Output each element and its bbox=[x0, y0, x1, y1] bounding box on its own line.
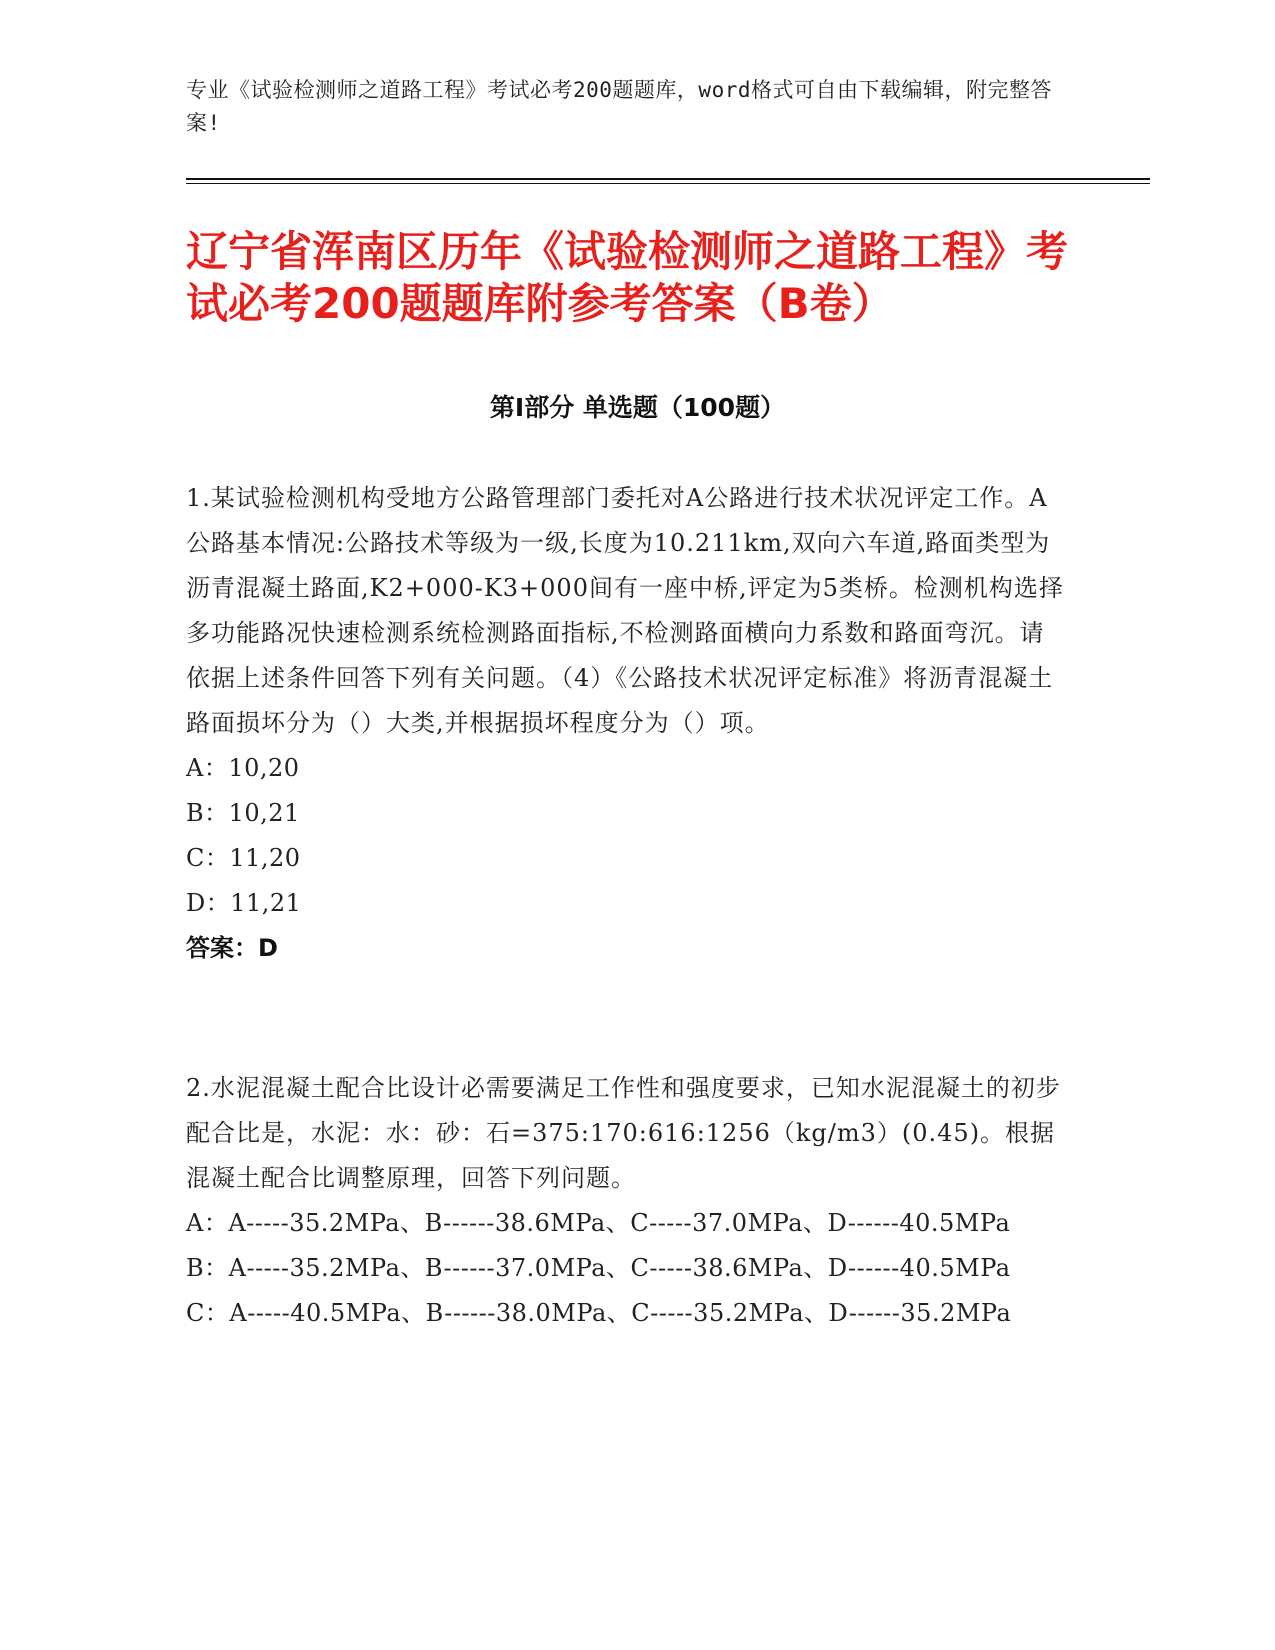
option-c: C：11,20 bbox=[186, 844, 301, 872]
section-heading: 第Ⅰ部分 单选题（100题） bbox=[489, 393, 786, 422]
header-divider-thin bbox=[186, 183, 1150, 184]
answer-label: 答案：D bbox=[186, 934, 278, 962]
document-title: 辽宁省浑南区历年《试验检测师之道路工程》考试必考200题题库附参考答案（B卷） bbox=[186, 227, 1069, 328]
option-b: B：10,21 bbox=[186, 799, 300, 827]
option-a: A：A-----35.2MPa、B------38.6MPa、C-----37.0MPa、D------40.5MPa bbox=[186, 1209, 1011, 1237]
option-c: C：A-----40.5MPa、B------38.0MPa、C-----35.2MPa、D------35.2MPa bbox=[186, 1299, 1012, 1327]
header-divider-thick bbox=[186, 178, 1150, 180]
question-2 bbox=[186, 1066, 1066, 1336]
question-1 bbox=[186, 476, 1066, 971]
option-a: A：10,20 bbox=[186, 754, 300, 782]
question-text: 1.某试验检测机构受地方公路管理部门委托对A公路进行技术状况评定工作。A公路基本情况:公路技术等级为一级,长度为10.211km,双向六车道,路面类型为沥青混凝土路面,K2+000-K3+000间有一座中桥,评定为5类桥。检测机构选择多功能路况快速检测系统检测路面指标,不检测路面横向力系数和路面弯沉。请依据上述条件回答下列有关问题。（4）《公路技术状况评定标准》将沥青混凝土路面损坏分为（）大类,并根据损坏程度分为（）项。 bbox=[186, 484, 1064, 737]
option-d: D：11,21 bbox=[186, 889, 302, 917]
question-text: 2.水泥混凝土配合比设计必需要满足工作性和强度要求，已知水泥混凝土的初步配合比是，水泥：水：砂：石=375:170:616:1256（kg/m3）(0.45)。根据混凝土配合比调整原理，回答下列问题。 bbox=[186, 1074, 1061, 1192]
option-b: B：A-----35.2MPa、B------37.0MPa、C-----38.6MPa、D------40.5MPa bbox=[186, 1254, 1011, 1282]
header-note: 专业《试验检测师之道路工程》考试必考200题题库，word格式可自由下载编辑，附完整答案! bbox=[186, 78, 1052, 135]
